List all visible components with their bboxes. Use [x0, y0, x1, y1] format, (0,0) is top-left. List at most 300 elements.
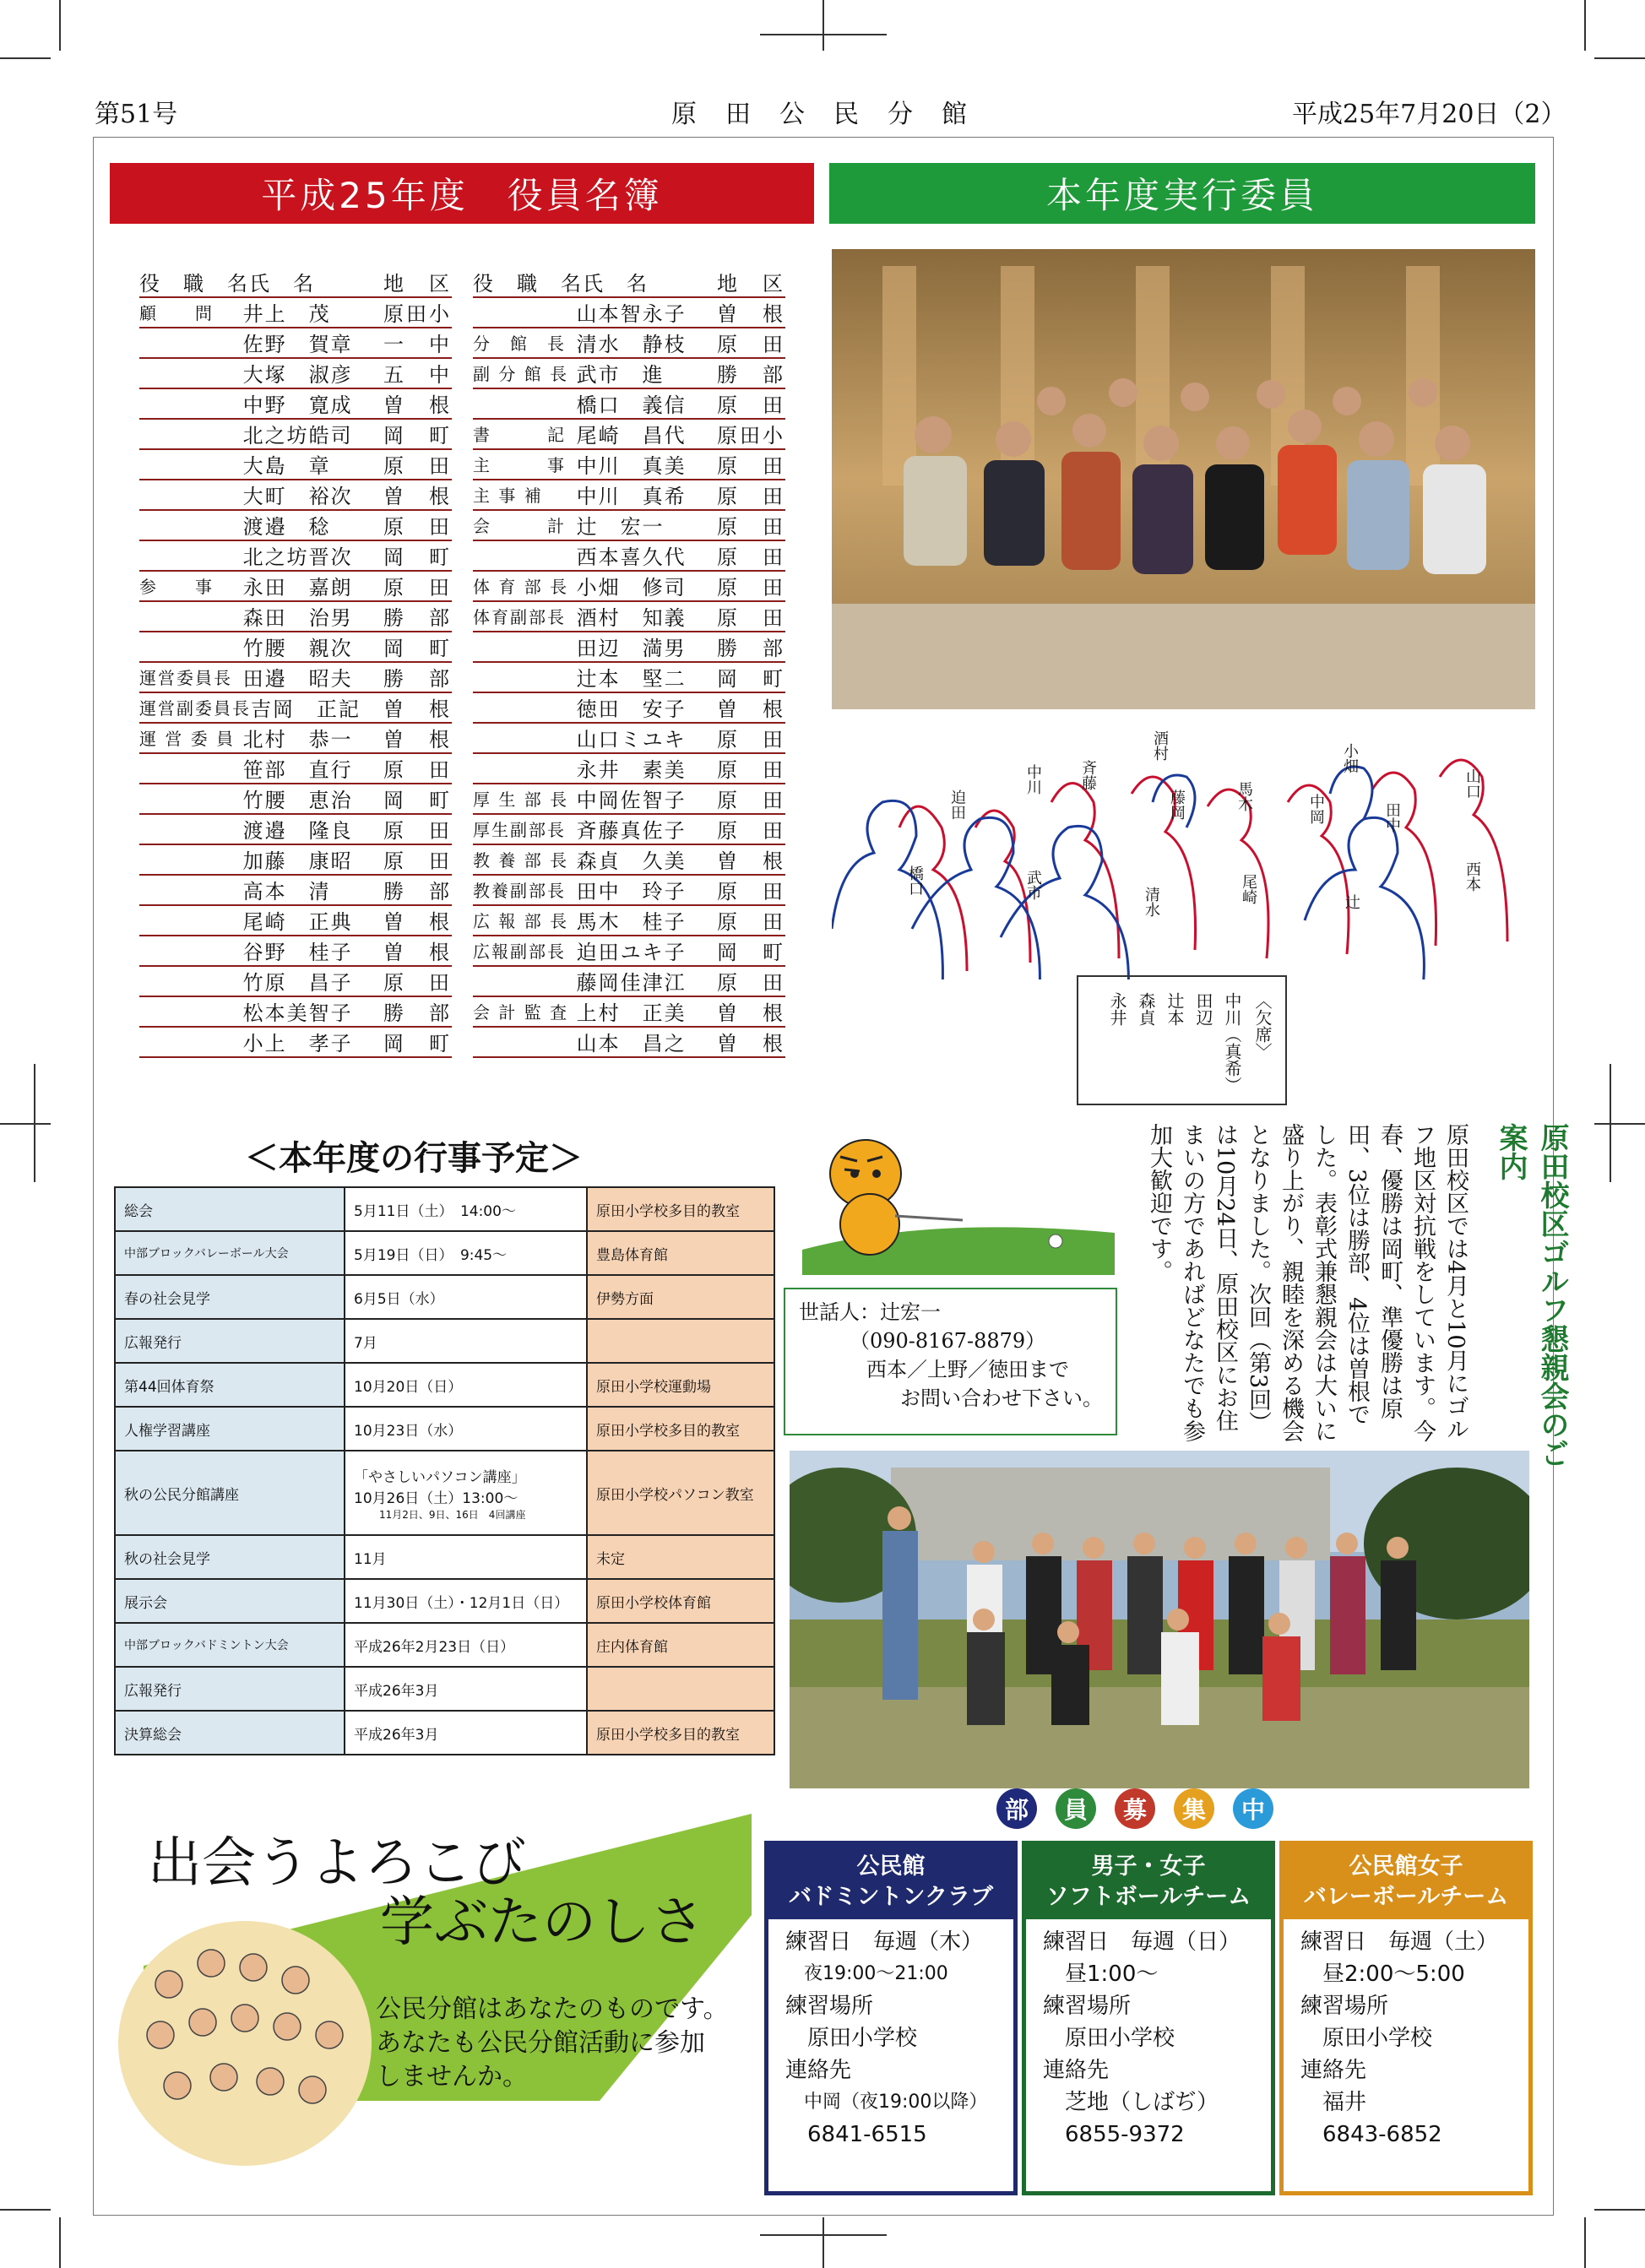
club-details: [768, 1919, 1013, 2157]
schedule-event: 人権学習講座: [115, 1407, 345, 1451]
roster-area: 勝 部: [717, 362, 785, 387]
crop-mark: [0, 57, 51, 59]
roster-role: 副 分 館 長: [473, 363, 569, 384]
roster-name: 竹腰 親次: [242, 636, 353, 660]
contact-phone: （090-8167-8879）: [850, 1329, 1046, 1353]
schedule-event: 春の社会見学: [115, 1275, 345, 1319]
promo-line-2: 学ぶたのしさ: [380, 1891, 704, 1954]
roster-area: 曽 根: [383, 393, 452, 417]
promo-text-line: 公民分館はあなたのものです。: [376, 1994, 729, 2024]
roster-row: [139, 904, 452, 936]
club-detail-line: 練習日 毎週（日）: [1043, 1929, 1241, 1955]
roster-area: 岡 町: [383, 545, 452, 569]
roster-role: 体育副部長: [473, 606, 566, 627]
schedule-date: 6月5日（水）: [345, 1275, 587, 1319]
roster-area: 原 田: [383, 818, 452, 843]
roster-area: 原 田: [717, 484, 785, 508]
club-detail-line: 6843-6852: [1300, 2122, 1442, 2147]
roster-name: 山本 昌之: [576, 1031, 687, 1055]
roster-area: 原 田: [717, 514, 785, 539]
roster-row: [139, 813, 452, 845]
roster-row: [473, 722, 785, 754]
roster-col-header: 役 職 名: [473, 271, 583, 296]
roster-name: 尾崎 正典: [242, 909, 353, 934]
roster-row: [473, 631, 785, 663]
roster-area: 岡 町: [717, 666, 785, 691]
schedule-row: [115, 1667, 774, 1711]
club-detail-line: 6841-6515: [785, 2122, 927, 2147]
roster-area: 原 田: [717, 453, 785, 478]
contact-line: お問い合わせ下さい。: [900, 1386, 1103, 1410]
roster-area: 原 田: [717, 788, 785, 812]
roster-role: 運 営 委 員: [139, 728, 236, 749]
contact-line: 世話人：辻宏一: [799, 1300, 941, 1324]
schedule-date-line: 11月2日、9日、16日 4回講座: [379, 1508, 526, 1521]
club-detail-line: 夜19:00～21:00: [785, 1963, 948, 1984]
roster-area: 岡 町: [383, 636, 452, 660]
roster-row: [473, 996, 785, 1028]
roster-area: 岡 町: [383, 788, 452, 812]
club-title-line: 男子・女子: [1091, 1853, 1206, 1880]
schedule-date-line: 10月26日（土）13:00～: [354, 1489, 518, 1507]
roster-name: 谷野 桂子: [242, 940, 353, 964]
crop-mark: [59, 2217, 61, 2268]
roster-row: [139, 327, 452, 359]
club-detail-line: 原田小学校: [1300, 2026, 1433, 2051]
club-detail-line: 練習日 毎週（土）: [1300, 1929, 1499, 1955]
recruit-badge-char: 部: [996, 1788, 1037, 1829]
roster-name: 馬木 桂子: [576, 909, 687, 934]
club-details: [1026, 1919, 1271, 2157]
club-detail-line: 福井: [1300, 2090, 1367, 2115]
club-detail-line: 昼2:00～5:00: [1300, 1961, 1465, 1987]
roster-name: 高本 清: [242, 879, 331, 903]
roster-row: [473, 479, 785, 511]
roster-row: [139, 1026, 452, 1058]
roster-name: 渡邉 隆良: [242, 818, 353, 843]
roster-row: [473, 1026, 785, 1058]
schedule-place: [587, 1667, 774, 1711]
roster-row: [139, 752, 452, 784]
committee-photo: [832, 249, 1535, 709]
roster-name: 清水 静枝: [576, 332, 687, 356]
roster-col-header: 氏 名: [249, 271, 315, 296]
roster-name: 北之坊晋次: [242, 545, 353, 569]
club-detail-line: 練習場所: [1300, 1994, 1389, 2019]
schedule-place: 原田小学校多目的教室: [587, 1407, 774, 1451]
schedule-date: 10月20日（日）: [345, 1363, 587, 1407]
roster-row: [139, 844, 452, 876]
roster-area: 曽 根: [383, 727, 452, 751]
roster-name: 田邉 昭夫: [242, 666, 353, 691]
roster-row: [473, 570, 785, 602]
golf-body: 原田校区では4月と10月にゴルフ地区対抗戦をしています。今春、優勝は岡町、準優勝は原田、3位は勝部、4位は曽根でした。表彰式兼懇親会は大いに盛り上がり、親睦を深める機会となりました。次回（第3回）は10月24日、原田校区にお住まいの方であればどなたでも参加大歓迎です。: [1146, 1123, 1469, 1442]
roster-name: 武市 進: [576, 362, 665, 387]
crop-mark: [822, 2217, 824, 2268]
absent-name: 永井: [1107, 992, 1127, 1026]
roster-name: 山口ミユキ: [576, 727, 687, 751]
roster-area: 原 田: [383, 514, 452, 539]
schedule-row: [115, 1319, 774, 1363]
schedule-row: [115, 1711, 774, 1755]
roster-area: 岡 町: [383, 423, 452, 448]
roster-row: [473, 388, 785, 420]
roster-col-header: 氏 名: [583, 271, 649, 296]
roster-role: 書 記: [473, 424, 566, 445]
roster-area: 勝 部: [383, 1001, 452, 1025]
club-detail-line: 連絡先: [785, 2058, 852, 2083]
roster-row: [473, 540, 785, 572]
schedule-place: 原田小学校運動場: [587, 1363, 774, 1407]
promo-text-line: あなたも公民分館活動に参加: [376, 2028, 705, 2058]
roster-name: 渡邉 稔: [242, 514, 331, 539]
schedule-row: [115, 1451, 774, 1535]
roster-row: [473, 874, 785, 906]
roster-area: 原 田: [717, 393, 785, 417]
roster-row: [473, 935, 785, 967]
roster-row: [473, 296, 785, 328]
schedule-row: [115, 1187, 774, 1231]
club-detail-line: 6855-9372: [1043, 2122, 1185, 2147]
schedule-date: 7月: [345, 1319, 587, 1363]
schedule-date: 5月11日（土） 14:00～: [345, 1187, 587, 1231]
roster-role: 広報副部長: [473, 941, 566, 962]
roster-row: [473, 813, 785, 845]
schedule-event: 第44回体育祭: [115, 1363, 345, 1407]
schedule-date: 平成26年2月23日（日）: [345, 1623, 587, 1667]
tiger-mascot-illustration: [794, 1123, 1123, 1275]
schedule-place: 原田小学校多目的教室: [587, 1711, 774, 1755]
club-detail-line: 連絡先: [1300, 2058, 1367, 2083]
promo-line-1: 出会うよろこび: [148, 1832, 526, 1895]
roster-role: 運営副委員長: [139, 697, 251, 719]
newsletter-title: 原 田 公 民 分 館: [671, 100, 969, 129]
roster-name: 竹腰 恵治: [242, 788, 353, 812]
issue-number: 第51号: [95, 100, 178, 129]
roster-name: 大町 裕次: [242, 484, 353, 508]
roster-role: 会 計: [473, 515, 566, 536]
roster-header-row: [473, 266, 785, 298]
roster-area: 岡 町: [717, 940, 785, 964]
roster-area: 原 田: [383, 757, 452, 782]
roster-area: 曽 根: [383, 697, 452, 721]
club-title-line: 公民館女子: [1349, 1853, 1463, 1880]
roster-row: [139, 540, 452, 572]
recruit-badge-char: 員: [1056, 1788, 1096, 1829]
recruit-badge-char: 募: [1115, 1788, 1155, 1829]
club-box: [1279, 1841, 1533, 2195]
roster-name: 井上 茂: [242, 301, 331, 326]
crop-mark: [1610, 1064, 1611, 1182]
roster-area: 原 田: [383, 575, 452, 600]
roster-area: 曽 根: [383, 484, 452, 508]
roster-row: [473, 418, 785, 450]
roster-area: 曽 根: [717, 697, 785, 721]
roster-row: [473, 357, 785, 389]
schedule-event: 秋の社会見学: [115, 1535, 345, 1579]
club-title-line: バレーボールチーム: [1303, 1884, 1509, 1910]
crop-mark: [1584, 2217, 1586, 2268]
roster-role: 主 事 補: [473, 485, 543, 506]
contact-line: 西本／上野／徳田まで: [866, 1358, 1069, 1381]
absent-name: 森貞: [1136, 992, 1156, 1026]
roster-row: [139, 996, 452, 1028]
roster-name: 笹部 直行: [242, 757, 353, 782]
golf-group-photo: [790, 1451, 1529, 1788]
recruit-badge-char: 中: [1233, 1788, 1273, 1829]
roster-area: 曽 根: [717, 849, 785, 873]
roster-role: 教 養 部 長: [473, 849, 569, 871]
schedule-place: 原田小学校体育館: [587, 1579, 774, 1623]
absent-box: [1077, 975, 1287, 1105]
roster-role: 厚 生 部 長: [473, 789, 569, 810]
schedule-date: 11月: [345, 1535, 587, 1579]
schedule-place: 伊勢方面: [587, 1275, 774, 1319]
roster-name: 加藤 康昭: [242, 849, 353, 873]
roster-area: 原 田: [717, 818, 785, 843]
roster-role: 顧 問: [139, 302, 214, 323]
roster-name: 田辺 満男: [576, 636, 687, 660]
schedule-row: [115, 1363, 774, 1407]
roster-row: [473, 600, 785, 632]
roster-area: 岡 町: [383, 1031, 452, 1055]
club-box: [764, 1841, 1018, 2195]
roster-row: [473, 448, 785, 480]
roster-role: 教養副部長: [473, 880, 566, 901]
roster-role: 会 計 監 査: [473, 1001, 569, 1023]
roster-name: 小畑 修司: [576, 575, 687, 600]
schedule-event: 決算総会: [115, 1711, 345, 1755]
crop-mark: [1584, 0, 1586, 51]
roster-name: 中川 真希: [576, 484, 687, 508]
roster-area: 原 田: [717, 879, 785, 903]
roster-row: [139, 661, 452, 693]
roster-col-header: 役 職 名: [139, 271, 249, 296]
roster-name: 永田 嘉朗: [242, 575, 353, 600]
roster-name: 松本美智子: [242, 1001, 353, 1025]
schedule-event: 広報発行: [115, 1319, 345, 1363]
roster-name: 竹原 昌子: [242, 970, 353, 995]
schedule-date-line: 「やさしいパソコン講座」: [354, 1468, 526, 1486]
roster-name: 吉岡 正記: [251, 697, 361, 721]
schedule-place: [587, 1319, 774, 1363]
roster-area: 原田小: [717, 423, 785, 448]
roster-row: [139, 722, 452, 754]
roster-area: 一 中: [383, 332, 452, 356]
roster-row: [139, 783, 452, 815]
roster-name: 斉藤真佐子: [576, 818, 687, 843]
club-title: [1026, 1845, 1271, 1919]
crop-mark: [1594, 57, 1645, 59]
roster-name: 中野 寛成: [242, 393, 353, 417]
roster-role: 広 報 部 長: [473, 910, 569, 931]
committee-banner: 本年度実行委員: [829, 163, 1535, 224]
crop-mark: [0, 1123, 51, 1125]
roster-area: 曽 根: [717, 301, 785, 326]
roster-row: [139, 509, 452, 541]
issue-date: 平成25年7月20日（2）: [1292, 100, 1566, 129]
roster-row: [139, 418, 452, 450]
roster-row: [139, 357, 452, 389]
roster-row: [139, 692, 452, 724]
schedule-event: 展示会: [115, 1579, 345, 1623]
schedule-place: 原田小学校多目的教室: [587, 1187, 774, 1231]
club-title-line: ソフトボールチーム: [1045, 1884, 1251, 1910]
club-details: [1284, 1919, 1528, 2157]
club-detail-line: 練習日 毎週（木）: [785, 1929, 984, 1955]
club-title: [768, 1845, 1013, 1919]
club-detail-line: 原田小学校: [785, 2026, 918, 2051]
roster-row: [473, 509, 785, 541]
roster-name: 西本喜久代: [576, 545, 687, 569]
roster-name: 中岡佐智子: [576, 788, 687, 812]
promo-text-line: しませんか。: [376, 2062, 528, 2092]
roster-name: 徳田 安子: [576, 697, 687, 721]
schedule-place: 豊島体育館: [587, 1231, 774, 1275]
roster-area: 勝 部: [383, 605, 452, 630]
golf-contact-box: [784, 1288, 1117, 1435]
schedule-row: [115, 1535, 774, 1579]
roster-area: 原 田: [383, 970, 452, 995]
absent-name: 田辺: [1193, 992, 1213, 1026]
roster-row: [473, 692, 785, 724]
schedule-title: ＜本年度の行事予定＞: [245, 1139, 583, 1178]
schedule-table: [114, 1186, 775, 1755]
roster-area: 原田小: [383, 301, 452, 326]
roster-name: 北村 恭一: [242, 727, 353, 751]
roster-role: 厚生副部長: [473, 819, 566, 840]
crowd-illustration: [118, 1917, 380, 2170]
roster-row: [139, 935, 452, 967]
roster-area: 原 田: [717, 727, 785, 751]
roster-name: 橋口 義信: [576, 393, 687, 417]
club-box: [1022, 1841, 1275, 2195]
schedule-date: 平成26年3月: [345, 1667, 587, 1711]
club-detail-line: 芝地（しばぢ）: [1043, 2090, 1219, 2115]
roster-area: 曽 根: [717, 1001, 785, 1025]
roster-row: [473, 783, 785, 815]
schedule-row: [115, 1623, 774, 1667]
schedule-place: 原田小学校パソコン教室: [587, 1451, 774, 1535]
roster-area: 原 田: [717, 605, 785, 630]
roster-role: 主 事: [473, 454, 566, 475]
roster-col-header: 地 区: [383, 271, 452, 296]
roster-row: [473, 904, 785, 936]
roster-banner: 平成25年度 役員名簿: [110, 163, 814, 224]
roster-row: [139, 388, 452, 420]
photo-key-diagram: 中川 酒村 斉藤 小畑 山口 迫田 藤岡 馬木 中岡 田中 橋口 武市 清水 尾崎 辻 西本: [832, 726, 1535, 979]
schedule-row: [115, 1407, 774, 1451]
roster-name: 尾崎 昌代: [576, 423, 687, 448]
roster-area: 曽 根: [383, 909, 452, 934]
club-detail-line: 連絡先: [1043, 2058, 1110, 2083]
roster-row: [473, 752, 785, 784]
roster-name: 小上 孝子: [242, 1031, 353, 1055]
crop-mark: [34, 1064, 35, 1182]
roster-row: [473, 327, 785, 359]
roster-name: 北之坊皓司: [242, 423, 353, 448]
club-title-line: 公民館: [856, 1853, 926, 1880]
roster-area: 勝 部: [383, 879, 452, 903]
roster-area: 原 田: [717, 545, 785, 569]
golf-title: 原田校区ゴルフ懇親会のご案内: [1494, 1123, 1569, 1468]
schedule-event: 中部ブロックバレーボール大会: [115, 1231, 345, 1275]
roster-name: 藤岡佳津江: [576, 970, 687, 995]
roster-name: 辻本 堅二: [576, 666, 687, 691]
roster-row: [139, 479, 452, 511]
crop-mark: [0, 2209, 51, 2211]
roster-row: [473, 844, 785, 876]
club-detail-line: 練習場所: [785, 1994, 874, 2019]
roster-row: [139, 296, 452, 328]
roster-row: [139, 631, 452, 663]
schedule-date: 11月30日（土）・12月1日（日）: [345, 1579, 587, 1623]
roster-name: 大島 章: [242, 453, 331, 478]
roster-name: 佐野 賀章: [242, 332, 353, 356]
schedule-event: 総会: [115, 1187, 345, 1231]
roster-row: [139, 874, 452, 906]
schedule-date: 10月23日（水）: [345, 1407, 587, 1451]
schedule-row: [115, 1231, 774, 1275]
schedule-place: 庄内体育館: [587, 1623, 774, 1667]
schedule-event: 広報発行: [115, 1667, 345, 1711]
roster-name: 森田 治男: [242, 605, 353, 630]
club-detail-line: 原田小学校: [1043, 2026, 1175, 2051]
roster-area: 勝 部: [383, 666, 452, 691]
roster-name: 山本智永子: [576, 301, 687, 326]
roster-role: 運営委員長: [139, 667, 232, 688]
club-detail-line: 昼1:00～: [1043, 1961, 1159, 1987]
roster-row: [139, 600, 452, 632]
crop-mark: [59, 0, 61, 51]
schedule-event: 秋の公民分館講座: [115, 1451, 345, 1535]
roster-area: 勝 部: [717, 636, 785, 660]
roster-area: 原 田: [717, 970, 785, 995]
club-detail-line: 中岡（夜19:00以降）: [785, 2092, 988, 2113]
club-title-line: バドミントンクラブ: [789, 1884, 993, 1910]
schedule-place: 未定: [587, 1535, 774, 1579]
schedule-date: 5月19日（日） 9:45～: [345, 1231, 587, 1275]
roster-header-row: [139, 266, 452, 298]
roster-row: [473, 661, 785, 693]
schedule-date: 平成26年3月: [345, 1711, 587, 1755]
club-detail-line: 練習場所: [1043, 1994, 1132, 2019]
roster-name: 酒村 知義: [576, 605, 687, 630]
roster-area: 原 田: [717, 909, 785, 934]
absent-label: 〈欠席〉: [1252, 992, 1273, 1060]
schedule-date: [345, 1451, 587, 1535]
roster-area: 曽 根: [717, 1031, 785, 1055]
roster-name: 辻 宏一: [576, 514, 665, 539]
roster-area: 曽 根: [383, 940, 452, 964]
roster-name: 森貞 久美: [576, 849, 687, 873]
roster-name: 大塚 淑彦: [242, 362, 353, 387]
roster-role: 参 事: [139, 576, 214, 597]
absent-name: 辻本: [1165, 992, 1185, 1026]
roster-area: 原 田: [717, 332, 785, 356]
roster-name: 田中 玲子: [576, 879, 687, 903]
crop-mark: [822, 0, 824, 51]
crop-mark: [1594, 2209, 1645, 2211]
roster-area: 原 田: [717, 757, 785, 782]
roster-area: 原 田: [383, 849, 452, 873]
schedule-event: 中部ブロックバドミントン大会: [115, 1623, 345, 1667]
roster-role: 分 館 長: [473, 333, 566, 354]
crop-mark: [1594, 1123, 1645, 1125]
roster-col-header: 地 区: [717, 271, 785, 296]
roster-area: 原 田: [383, 453, 452, 478]
roster-area: 原 田: [717, 575, 785, 600]
